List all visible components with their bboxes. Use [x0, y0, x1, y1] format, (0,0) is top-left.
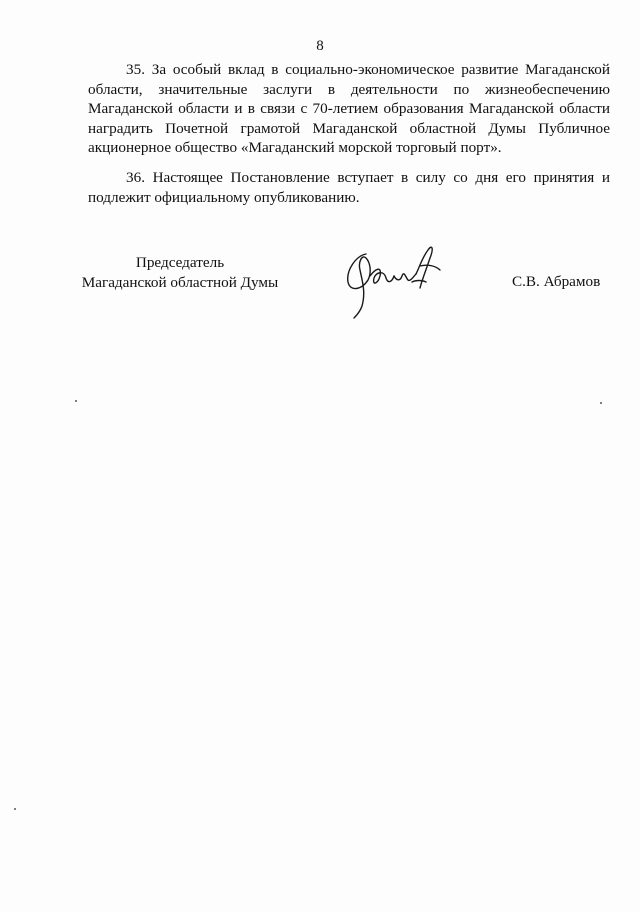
scan-speck [75, 400, 77, 402]
signatory-position [80, 253, 280, 292]
signatory-name: С.В. Абрамов [512, 273, 601, 290]
scan-speck [600, 402, 602, 404]
signatory-position-line2: Магаданской областной Думы [81, 273, 279, 291]
paragraph-36: 36. Настоящее Постановление вступает в силу со дня его принятия и подлежит официальному опубликованию. [88, 169, 610, 206]
paragraph-35: 35. За особый вклад в социально-экономическое развитие Магаданской области, значительные заслуги в деятельности по жизнеобеспечению Магаданской области и в связи с 70-летием образования Магаданской области наградить Почетной грамотой Магаданской областной Думы Публичное акционерное общество «Магаданский морской торговый порт». [88, 61, 610, 156]
signatory-position-line1: Председатель [135, 254, 225, 271]
handwritten-signature [336, 236, 448, 320]
scan-speck [14, 808, 16, 810]
page-number: 8 [316, 38, 324, 54]
